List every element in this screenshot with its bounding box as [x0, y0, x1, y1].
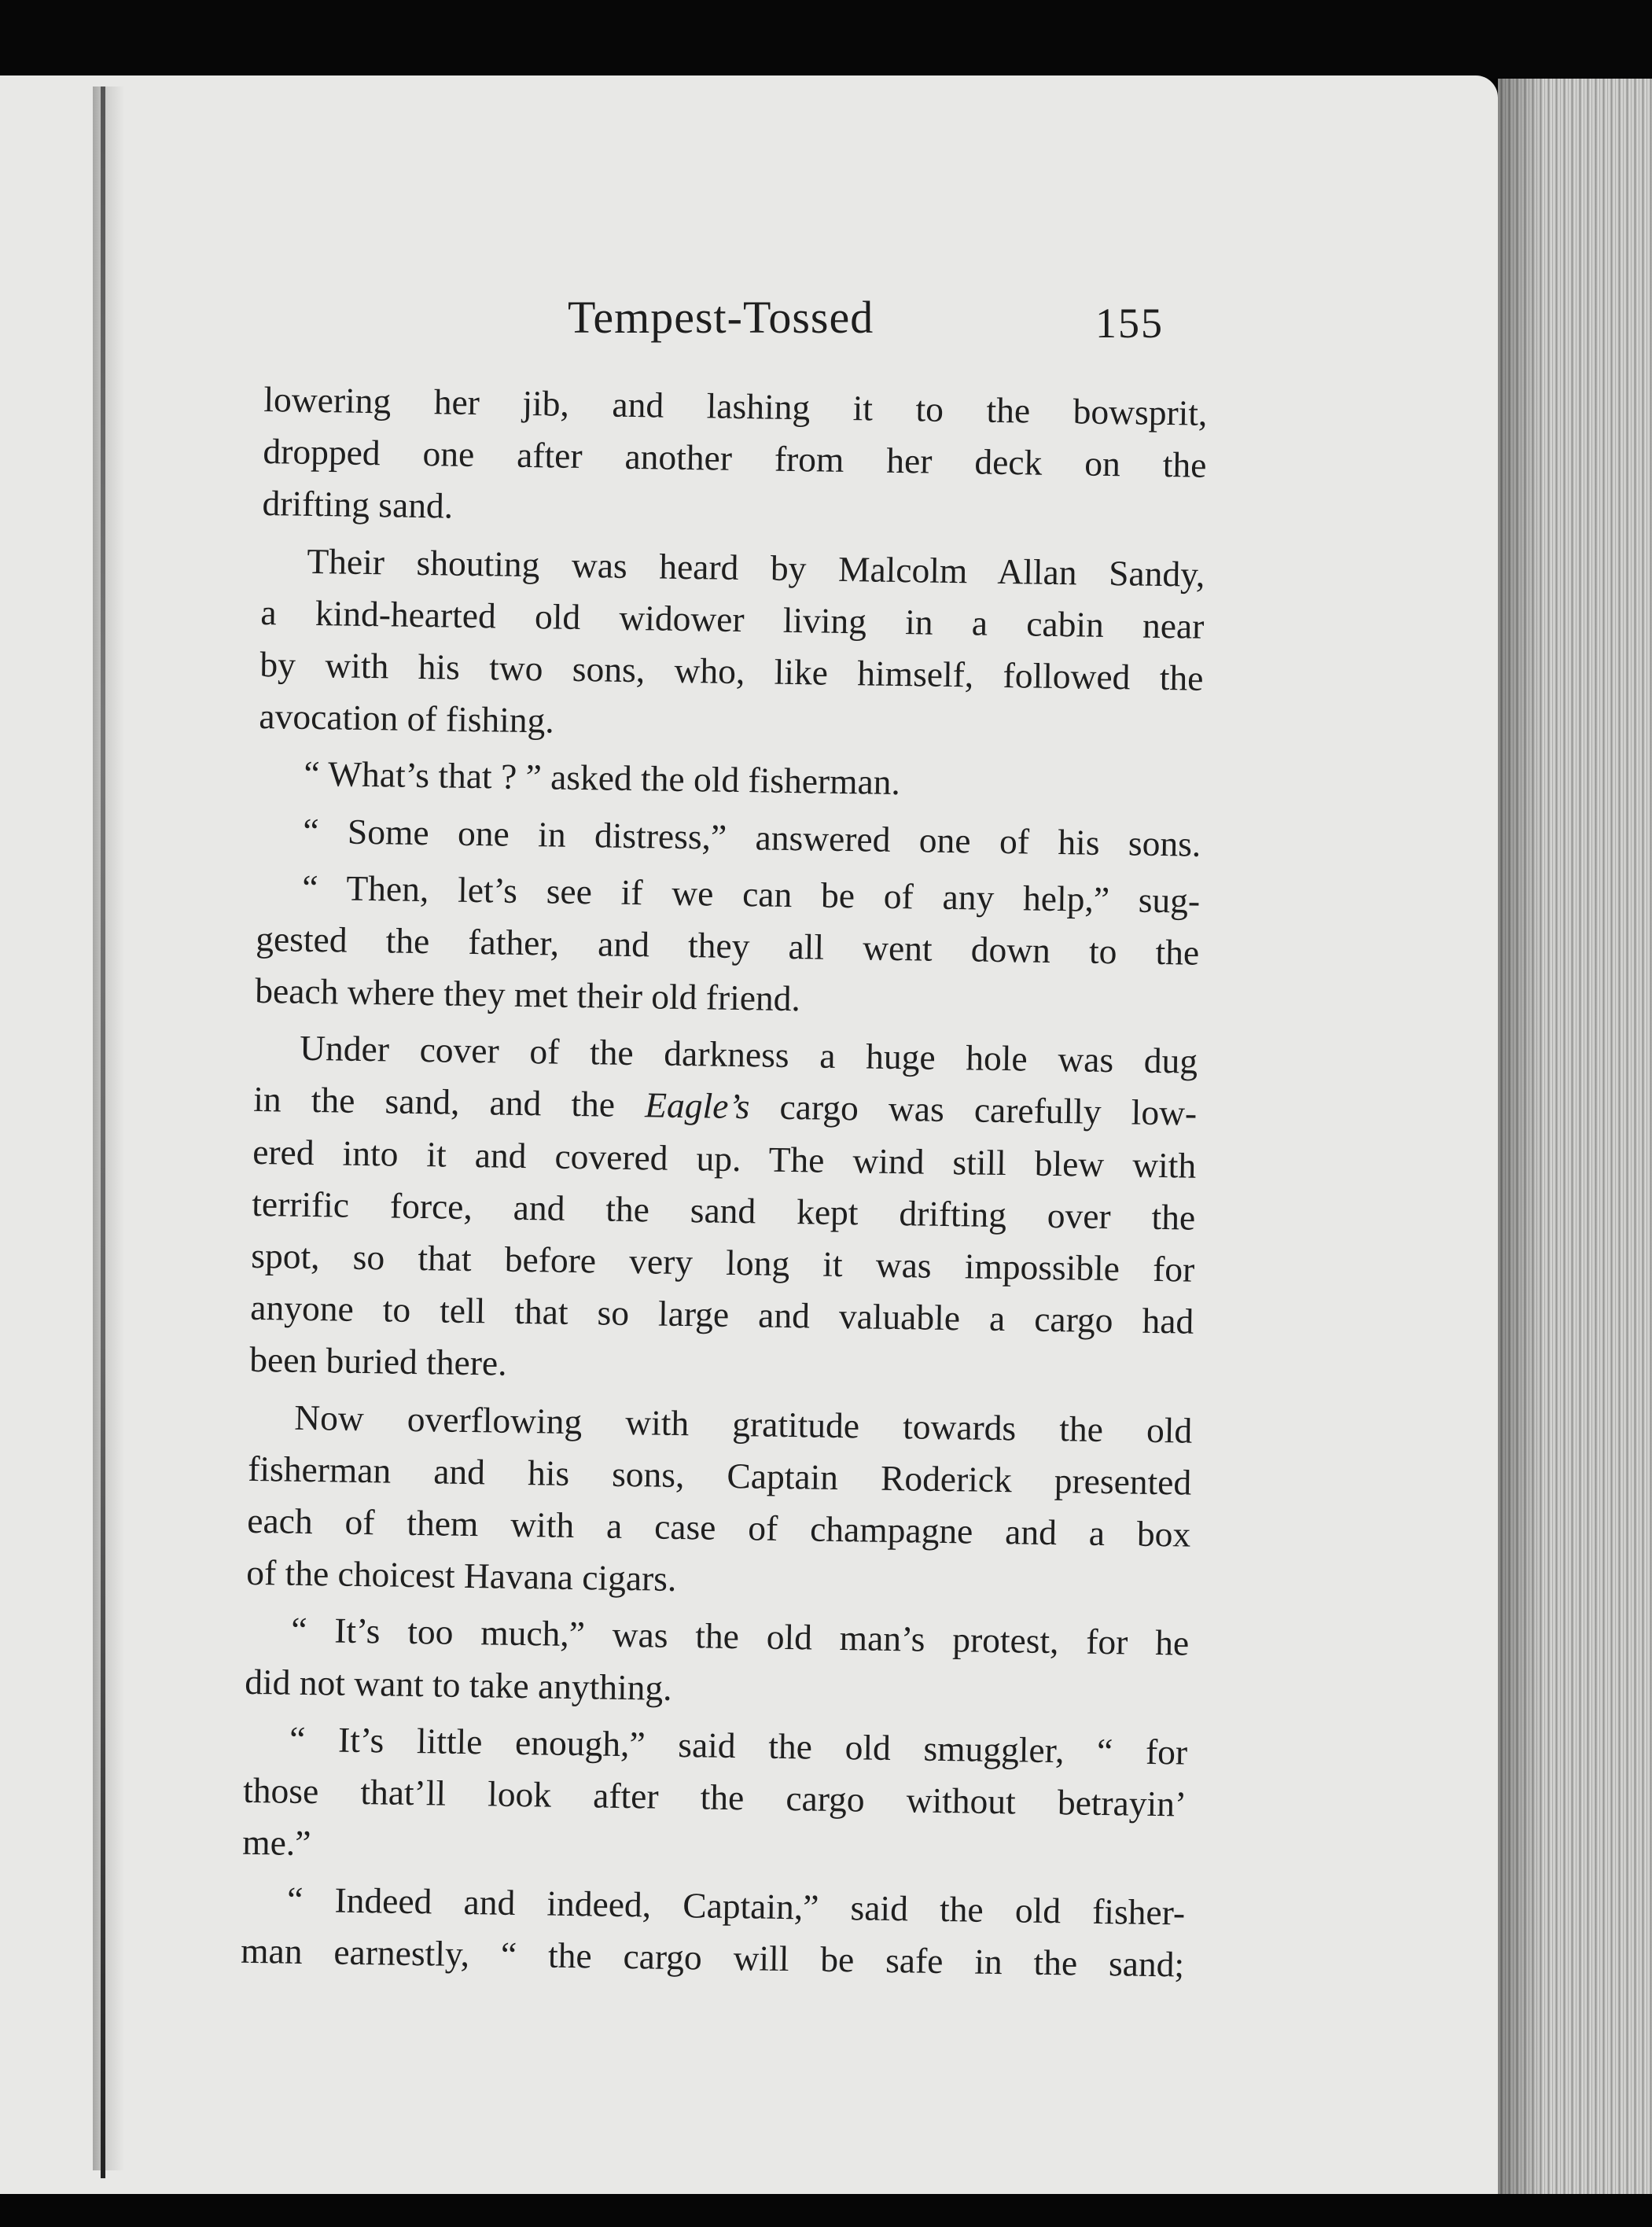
- text-line: “ Some one in distress,” answered one of his sons.: [303, 810, 1201, 864]
- text-line: beach where they met their old friend.: [254, 970, 801, 1019]
- text-line: “ Indeed and indeed, Captain,” said the old fisher-: [286, 1879, 1186, 1933]
- text-line: each of them with a case of champagne and a box: [246, 1500, 1191, 1555]
- text-line: ered into it and covered up. The wind still blew with: [252, 1131, 1197, 1186]
- scan-bottom-border: [0, 2194, 1652, 2227]
- text-line: been buried there.: [249, 1339, 507, 1384]
- text-line: Their shouting was heard by Malcolm Allan Sandy,: [307, 540, 1205, 594]
- text-line: by with his two sons, who, like himself, followed the: [259, 643, 1204, 698]
- running-head: Tempest-Tossed: [568, 292, 874, 343]
- text-line: “ What’s that ? ” asked the old fisherman.: [304, 753, 901, 803]
- scan-top-border: [0, 0, 1652, 79]
- text-line: lowering her jib, and lashing it to the bowsprit,: [263, 378, 1208, 433]
- text-line: those that’ll look after the cargo without betrayin’: [242, 1769, 1187, 1824]
- text-line: Under cover of the darkness a huge hole was dug: [299, 1028, 1198, 1081]
- text-line: gested the father, and they all went down to the: [255, 918, 1200, 973]
- page-header: [0, 291, 1652, 354]
- text-line: “ Then, let’s see if we can be of any help,” sug-: [301, 867, 1201, 921]
- body-text: [241, 374, 1208, 1991]
- text-line: drifting sand.: [262, 483, 454, 526]
- text-line: man earnestly, “ the cargo will be safe in the sand;: [240, 1931, 1185, 1986]
- text-line: “ It’s little enough,” said the old smuggler, “ for: [289, 1718, 1188, 1772]
- text-line: anyone to tell that so large and valuable a cargo had: [250, 1287, 1194, 1342]
- text-line: me.”: [241, 1821, 311, 1864]
- text-line: avocation of fishing.: [259, 696, 555, 741]
- text-line: terrific force, and the sand kept drifting over the: [251, 1183, 1196, 1238]
- text-line: of the choicest Havana cigars.: [246, 1552, 677, 1599]
- text-line: dropped one after another from her deck on the: [263, 431, 1207, 485]
- text-line: Now overflowing with gratitude towards the old: [293, 1397, 1193, 1451]
- ship-name: Eagle’s: [644, 1084, 750, 1127]
- page-gutter-line: [101, 87, 105, 2178]
- page-number: 155: [1095, 300, 1164, 347]
- text-line: spot, so that before very long it was impossible for: [250, 1235, 1195, 1290]
- text-line: did not want to take anything.: [244, 1661, 673, 1708]
- text-line: a kind-hearted old widower living in a cabin near: [260, 591, 1205, 646]
- text-line: “ It’s too much,” was the old man’s protest, for he: [290, 1610, 1190, 1663]
- text-line: in the sand, and the Eagle’s cargo was carefully low-: [252, 1079, 1198, 1134]
- page-binding-shadow: [93, 87, 124, 2170]
- text-line: fisherman and his sons, Captain Roderick presented: [247, 1448, 1192, 1503]
- page-edge-shadow: [1498, 79, 1545, 2194]
